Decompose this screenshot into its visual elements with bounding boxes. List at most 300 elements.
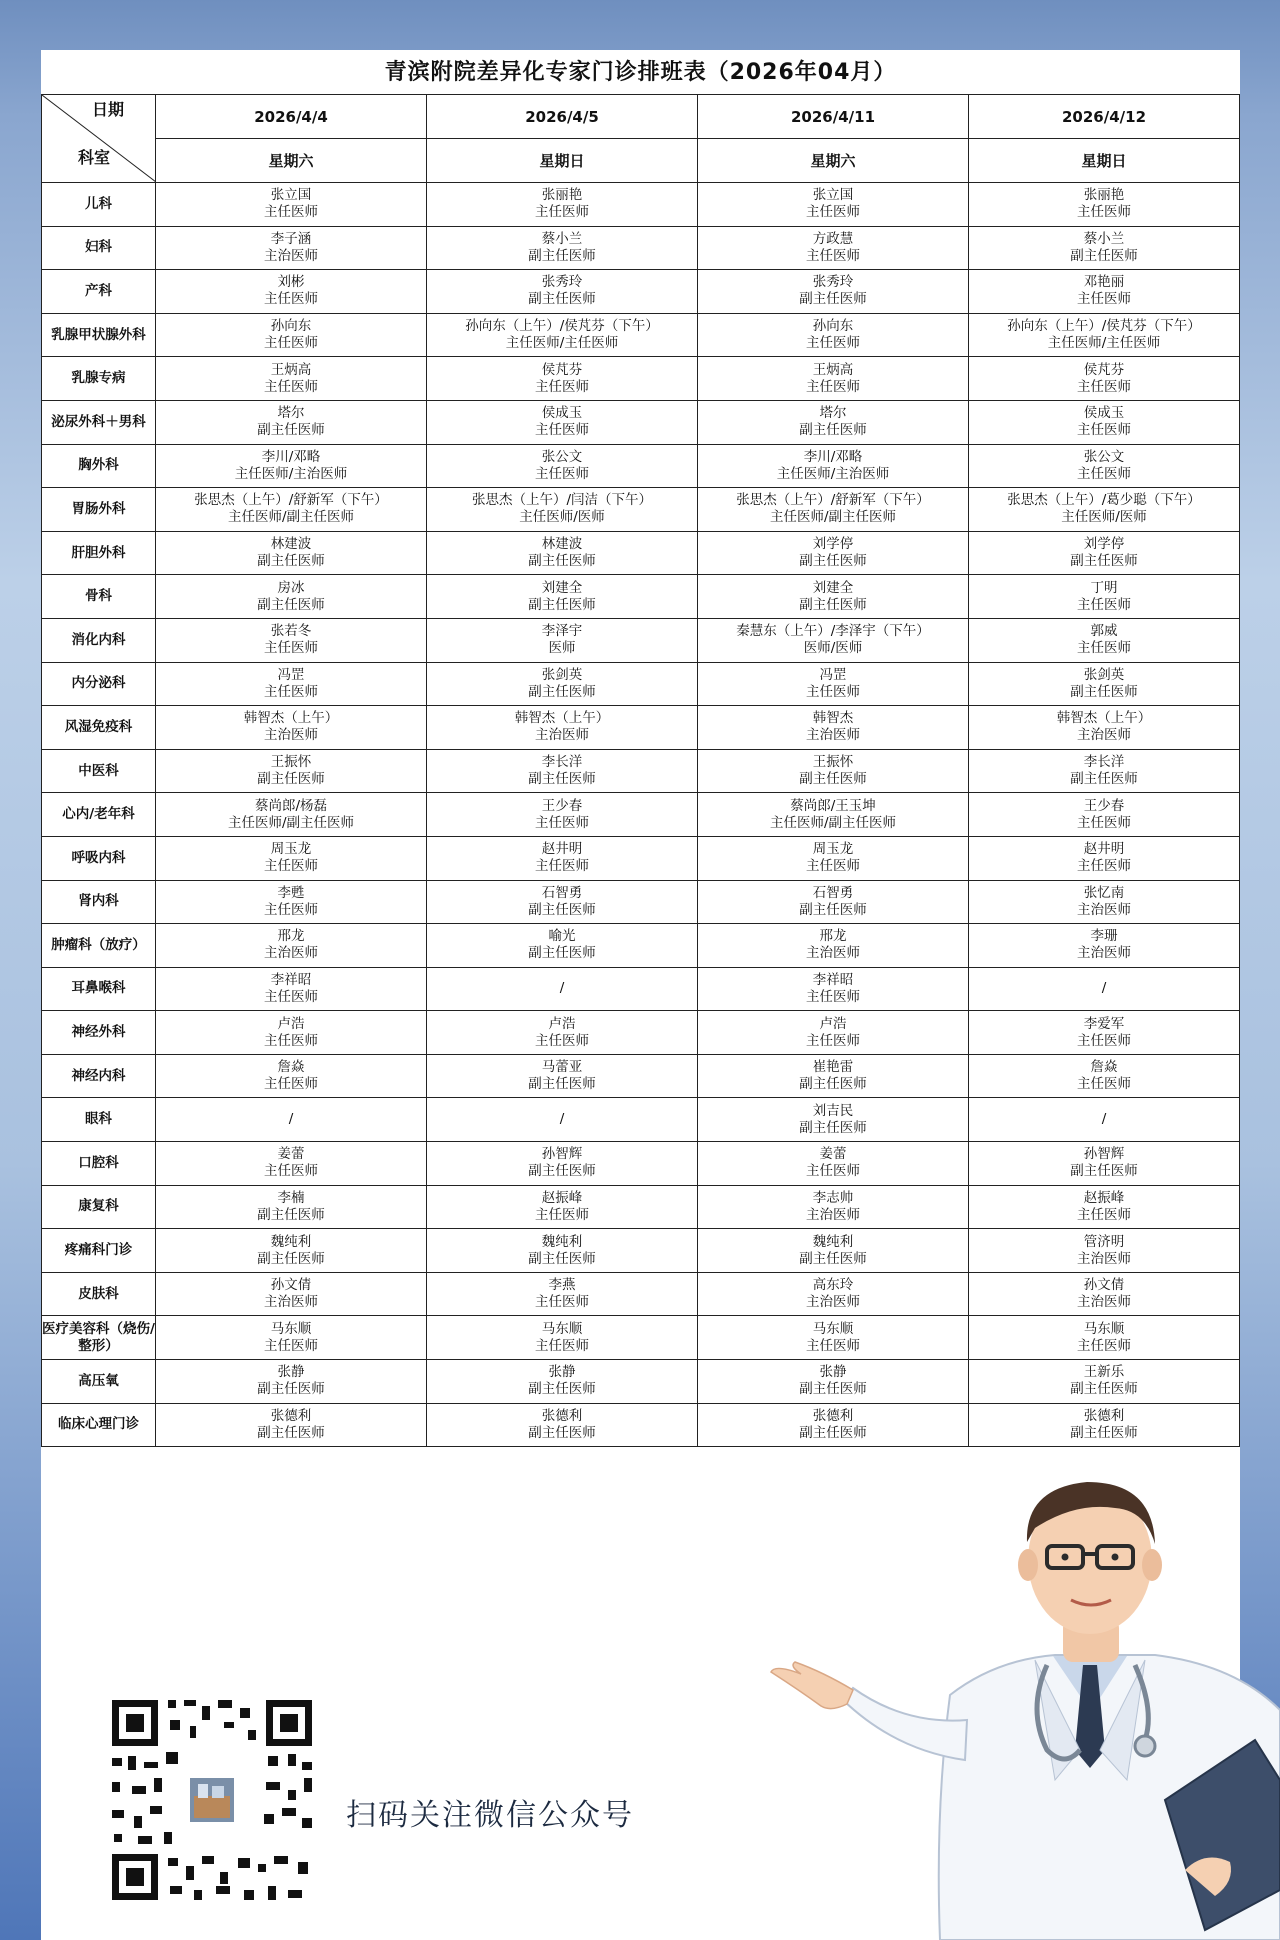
schedule-cell bbox=[427, 1316, 698, 1360]
doctor-title: 主任医师 bbox=[1077, 1206, 1131, 1223]
dept-name: 泌尿外科＋男科 bbox=[42, 400, 156, 444]
schedule-cell bbox=[969, 1403, 1240, 1447]
date-header: 2026/4/12 bbox=[969, 95, 1240, 139]
doctor-title: 主治医师 bbox=[1077, 1250, 1131, 1267]
doctor-title: 主治医师 bbox=[264, 945, 318, 962]
doctor-title: 主任医师/主任医师 bbox=[505, 335, 619, 352]
doctor-name: 蔡尚郎/王玉坤 bbox=[790, 797, 876, 814]
schedule-cell bbox=[698, 400, 969, 444]
schedule-cell bbox=[698, 270, 969, 314]
doctor-name: 王炳高 bbox=[812, 361, 854, 378]
dept-name: 乳腺甲状腺外科 bbox=[42, 313, 156, 357]
doctor-name: 周玉龙 bbox=[812, 841, 854, 858]
doctor-name: 刘吉民 bbox=[812, 1102, 854, 1119]
table-row bbox=[42, 313, 1240, 357]
doctor-title: 副主任医师 bbox=[799, 596, 867, 613]
schedule-cell bbox=[698, 1360, 969, 1404]
weekday-header: 星期六 bbox=[698, 139, 969, 183]
schedule-cell bbox=[156, 967, 427, 1011]
schedule-cell bbox=[698, 444, 969, 488]
schedule-cell bbox=[156, 1360, 427, 1404]
doctor-title: 主任医师 bbox=[1077, 465, 1131, 482]
schedule-cell bbox=[156, 793, 427, 837]
doctor-title: 主任医师 bbox=[806, 335, 860, 352]
doctor-title: 主任医师 bbox=[535, 204, 589, 221]
doctor-name: 刘建全 bbox=[812, 579, 854, 596]
schedule-cell bbox=[427, 400, 698, 444]
doctor-title: 主任医师/主治医师 bbox=[234, 465, 348, 482]
doctor-title: 主任医师 bbox=[806, 1032, 860, 1049]
doctor-title: 副主任医师 bbox=[528, 291, 596, 308]
doctor-name: 孙文倩 bbox=[1083, 1277, 1125, 1294]
schedule-cell bbox=[156, 1098, 427, 1142]
table-row bbox=[42, 531, 1240, 575]
schedule-cell bbox=[427, 1098, 698, 1142]
schedule-cell bbox=[969, 1185, 1240, 1229]
schedule-cell bbox=[427, 575, 698, 619]
doctor-illustration bbox=[735, 1450, 1280, 1940]
corner-dept-label: 科室 bbox=[78, 148, 111, 167]
qr-code[interactable] bbox=[98, 1686, 326, 1914]
table-row bbox=[42, 1011, 1240, 1055]
schedule-cell bbox=[969, 531, 1240, 575]
doctor-title: 副主任医师 bbox=[528, 901, 596, 918]
schedule-cell bbox=[156, 618, 427, 662]
doctor-name: 王新乐 bbox=[1083, 1364, 1125, 1381]
doctor-name: 李川/邓略 bbox=[261, 448, 321, 465]
dept-name: 乳腺专病 bbox=[42, 357, 156, 401]
doctor-name: / bbox=[1101, 980, 1107, 997]
doctor-name: 孙智辉 bbox=[1083, 1146, 1125, 1163]
schedule-cell bbox=[969, 400, 1240, 444]
schedule-cell bbox=[698, 706, 969, 750]
doctor-name: 侯成玉 bbox=[541, 405, 583, 422]
doctor-name: 侯芃芬 bbox=[541, 361, 583, 378]
schedule-cell bbox=[698, 531, 969, 575]
doctor-name: 刘学停 bbox=[812, 536, 854, 553]
doctor-name: 张立国 bbox=[270, 187, 312, 204]
doctor-title: 主任医师 bbox=[806, 204, 860, 221]
doctor-name: 邢龙 bbox=[819, 928, 847, 945]
doctor-name: 李祥昭 bbox=[812, 971, 854, 988]
doctor-name: 赵振峰 bbox=[541, 1189, 583, 1206]
doctor-name: 孙向东（上午）/侯芃芬（下午） bbox=[1007, 318, 1201, 335]
doctor-name: 孙智辉 bbox=[541, 1146, 583, 1163]
schedule-cell bbox=[156, 488, 427, 532]
doctor-title: 主任医师 bbox=[264, 683, 318, 700]
doctor-name: 马蕾亚 bbox=[541, 1059, 583, 1076]
doctor-title: 主任医师 bbox=[806, 378, 860, 395]
doctor-title: 副主任医师 bbox=[799, 422, 867, 439]
doctor-title: 副主任医师 bbox=[257, 1381, 325, 1398]
doctor-title: 主任医师 bbox=[264, 988, 318, 1005]
schedule-cell bbox=[698, 575, 969, 619]
schedule-cell bbox=[156, 1316, 427, 1360]
schedule-cell bbox=[969, 1229, 1240, 1273]
schedule-cell bbox=[427, 1054, 698, 1098]
dept-name: 口腔科 bbox=[42, 1142, 156, 1186]
doctor-title: 主任医师 bbox=[264, 858, 318, 875]
doctor-title: 主任医师/医师 bbox=[1061, 509, 1147, 526]
table-row bbox=[42, 575, 1240, 619]
doctor-name: 房冰 bbox=[277, 579, 305, 596]
schedule-cell bbox=[156, 1011, 427, 1055]
doctor-title: 主任医师 bbox=[264, 1076, 318, 1093]
doctor-name: 张静 bbox=[548, 1364, 576, 1381]
doctor-name: 魏纯利 bbox=[812, 1233, 854, 1250]
doctor-title: 主任医师 bbox=[806, 683, 860, 700]
table-row bbox=[42, 488, 1240, 532]
doctor-title: 主治医师 bbox=[1077, 1294, 1131, 1311]
table-row bbox=[42, 226, 1240, 270]
doctor-name: 李志帅 bbox=[812, 1189, 854, 1206]
doctor-name: 高东玲 bbox=[812, 1277, 854, 1294]
schedule-cell bbox=[698, 793, 969, 837]
doctor-name: 张剑英 bbox=[541, 666, 583, 683]
schedule-cell bbox=[156, 749, 427, 793]
doctor-title: 主任医师 bbox=[535, 465, 589, 482]
dept-name: 肾内科 bbox=[42, 880, 156, 924]
doctor-title: 副主任医师 bbox=[528, 1163, 596, 1180]
doctor-title: 副主任医师 bbox=[1070, 1381, 1138, 1398]
doctor-name: 邓艳丽 bbox=[1083, 274, 1125, 291]
doctor-title: 副主任医师 bbox=[1070, 553, 1138, 570]
schedule-cell bbox=[156, 270, 427, 314]
schedule-cell bbox=[969, 226, 1240, 270]
schedule-cell bbox=[156, 357, 427, 401]
doctor-name: 张静 bbox=[277, 1364, 305, 1381]
schedule-cell bbox=[698, 226, 969, 270]
schedule-cell bbox=[427, 531, 698, 575]
doctor-name: 张思杰（上午）/舒新军（下午） bbox=[194, 492, 388, 509]
doctor-name: 张思杰（上午）/舒新军（下午） bbox=[736, 492, 930, 509]
doctor-title: 医师/医师 bbox=[803, 640, 863, 657]
schedule-cell bbox=[969, 183, 1240, 227]
doctor-name: 周玉龙 bbox=[270, 841, 312, 858]
doctor-title: 主任医师 bbox=[535, 814, 589, 831]
schedule-cell bbox=[427, 1403, 698, 1447]
doctor-name: 詹焱 bbox=[1090, 1059, 1118, 1076]
schedule-cell bbox=[427, 1272, 698, 1316]
doctor-title: 副主任医师 bbox=[257, 1250, 325, 1267]
doctor-title: 副主任医师 bbox=[257, 422, 325, 439]
doctor-name: 张若冬 bbox=[270, 623, 312, 640]
doctor-title: 主治医师 bbox=[806, 727, 860, 744]
schedule-cell bbox=[427, 270, 698, 314]
doctor-title: 主任医师 bbox=[264, 335, 318, 352]
doctor-name: 姜蕾 bbox=[277, 1146, 305, 1163]
doctor-name: 张德利 bbox=[812, 1407, 854, 1424]
doctor-name: 冯罡 bbox=[277, 666, 305, 683]
schedule-cell bbox=[156, 1229, 427, 1273]
doctor-title: 主任医师 bbox=[806, 988, 860, 1005]
doctor-title: 医师 bbox=[548, 640, 576, 657]
doctor-title: 主治医师 bbox=[1077, 727, 1131, 744]
table-row bbox=[42, 1054, 1240, 1098]
doctor-name: 塔尔 bbox=[819, 405, 847, 422]
schedule-cell bbox=[427, 1360, 698, 1404]
doctor-title: 副主任医师 bbox=[528, 771, 596, 788]
doctor-title: 主任医师 bbox=[535, 1337, 589, 1354]
schedule-cell bbox=[156, 575, 427, 619]
doctor-title: 副主任医师 bbox=[799, 1381, 867, 1398]
doctor-name: 王振怀 bbox=[270, 754, 312, 771]
doctor-name: 韩智杰（上午） bbox=[243, 710, 339, 727]
doctor-title: 副主任医师 bbox=[257, 596, 325, 613]
doctor-title: 副主任医师 bbox=[799, 1076, 867, 1093]
table-row bbox=[42, 1403, 1240, 1447]
doctor-title: 主任医师 bbox=[264, 1337, 318, 1354]
doctor-title: 副主任医师 bbox=[528, 945, 596, 962]
doctor-name: 蔡小兰 bbox=[541, 230, 583, 247]
doctor-name: 张公文 bbox=[1083, 448, 1125, 465]
doctor-name: 方政慧 bbox=[812, 230, 854, 247]
doctor-title: 主任医师/主治医师 bbox=[776, 465, 890, 482]
table-row bbox=[42, 357, 1240, 401]
doctor-name: 赵井明 bbox=[541, 841, 583, 858]
schedule-cell bbox=[156, 444, 427, 488]
table-row bbox=[42, 618, 1240, 662]
table-row bbox=[42, 1316, 1240, 1360]
doctor-title: 主治医师 bbox=[264, 727, 318, 744]
doctor-name: 魏纯利 bbox=[270, 1233, 312, 1250]
schedule-cell bbox=[698, 618, 969, 662]
doctor-name: 李长洋 bbox=[1083, 754, 1125, 771]
schedule-cell bbox=[969, 836, 1240, 880]
schedule-cell bbox=[698, 488, 969, 532]
doctor-name: 张公文 bbox=[541, 448, 583, 465]
doctor-title: 主治医师 bbox=[806, 945, 860, 962]
schedule-cell bbox=[156, 836, 427, 880]
schedule-cell bbox=[698, 183, 969, 227]
schedule-cell bbox=[969, 444, 1240, 488]
doctor-title: 副主任医师 bbox=[528, 1076, 596, 1093]
table-row bbox=[42, 1272, 1240, 1316]
doctor-name: 侯成玉 bbox=[1083, 405, 1125, 422]
doctor-name: 詹焱 bbox=[277, 1059, 305, 1076]
dept-name: 消化内科 bbox=[42, 618, 156, 662]
doctor-name: 马东顺 bbox=[1083, 1320, 1125, 1337]
doctor-name: 丁明 bbox=[1090, 579, 1118, 596]
doctor-title: 主任医师 bbox=[1077, 204, 1131, 221]
doctor-title: 主任医师 bbox=[806, 1163, 860, 1180]
doctor-name: 刘建全 bbox=[541, 579, 583, 596]
doctor-name: 王少春 bbox=[541, 797, 583, 814]
doctor-title: 副主任医师 bbox=[799, 1424, 867, 1441]
schedule-cell bbox=[698, 924, 969, 968]
dept-name: 儿科 bbox=[42, 183, 156, 227]
schedule-cell bbox=[698, 1142, 969, 1186]
schedule-cell bbox=[698, 1011, 969, 1055]
dept-name: 肝胆外科 bbox=[42, 531, 156, 575]
schedule-cell bbox=[427, 618, 698, 662]
schedule-cell bbox=[156, 183, 427, 227]
schedule-cell bbox=[156, 924, 427, 968]
doctor-name: 李祥昭 bbox=[270, 971, 312, 988]
doctor-name: 蔡小兰 bbox=[1083, 230, 1125, 247]
doctor-name: 刘学停 bbox=[1083, 536, 1125, 553]
dept-name: 皮肤科 bbox=[42, 1272, 156, 1316]
doctor-title: 副主任医师 bbox=[1070, 683, 1138, 700]
doctor-title: 主任医师 bbox=[1077, 596, 1131, 613]
doctor-title: 副主任医师 bbox=[799, 1119, 867, 1136]
doctor-name: 塔尔 bbox=[277, 405, 305, 422]
schedule-cell bbox=[969, 1316, 1240, 1360]
doctor-title: 主任医师 bbox=[1077, 1076, 1131, 1093]
doctor-name: 马东顺 bbox=[541, 1320, 583, 1337]
doctor-title: 主任医师/副主任医师 bbox=[769, 814, 897, 831]
doctor-title: 副主任医师 bbox=[1070, 771, 1138, 788]
table-row bbox=[42, 967, 1240, 1011]
doctor-title: 主任医师 bbox=[535, 378, 589, 395]
schedule-cell bbox=[969, 924, 1240, 968]
dept-name: 耳鼻喉科 bbox=[42, 967, 156, 1011]
corner-date-label: 日期 bbox=[92, 100, 125, 119]
table-row bbox=[42, 270, 1240, 314]
doctor-title: 副主任医师 bbox=[528, 1250, 596, 1267]
weekday-header: 星期日 bbox=[427, 139, 698, 183]
doctor-name: 张丽艳 bbox=[541, 187, 583, 204]
doctor-name: 张思杰（上午）/闫洁（下午） bbox=[471, 492, 653, 509]
doctor-name: 张静 bbox=[819, 1364, 847, 1381]
table-row bbox=[42, 400, 1240, 444]
doctor-title: 主任医师 bbox=[264, 378, 318, 395]
doctor-title: 主任医师/副主任医师 bbox=[227, 814, 355, 831]
schedule-cell bbox=[698, 1185, 969, 1229]
doctor-name: 王少春 bbox=[1083, 797, 1125, 814]
dept-name: 神经内科 bbox=[42, 1054, 156, 1098]
schedule-cell bbox=[969, 1360, 1240, 1404]
schedule-cell bbox=[969, 313, 1240, 357]
doctor-name: 姜蕾 bbox=[819, 1146, 847, 1163]
doctor-name: 卢浩 bbox=[819, 1015, 847, 1032]
schedule-cell bbox=[698, 836, 969, 880]
doctor-title: 主任医师 bbox=[806, 247, 860, 264]
schedule-cell bbox=[969, 662, 1240, 706]
doctor-name: 张忆南 bbox=[1083, 884, 1125, 901]
doctor-name: 李爱军 bbox=[1083, 1015, 1125, 1032]
schedule-cell bbox=[969, 1142, 1240, 1186]
dept-name: 眼科 bbox=[42, 1098, 156, 1142]
qr-code-graphic bbox=[98, 1686, 326, 1914]
schedule-cell bbox=[969, 618, 1240, 662]
doctor-name: 冯罡 bbox=[819, 666, 847, 683]
doctor-name: 张剑英 bbox=[1083, 666, 1125, 683]
dept-name: 医疗美容科（烧伤/整形） bbox=[42, 1316, 156, 1360]
doctor-title: 副主任医师 bbox=[799, 291, 867, 308]
schedule-cell bbox=[156, 313, 427, 357]
schedule-cell bbox=[698, 880, 969, 924]
schedule-cell bbox=[969, 1272, 1240, 1316]
schedule-cell bbox=[156, 706, 427, 750]
doctor-title: 副主任医师 bbox=[528, 683, 596, 700]
table-row bbox=[42, 1360, 1240, 1404]
doctor-name: 刘彬 bbox=[277, 274, 305, 291]
table-row bbox=[42, 662, 1240, 706]
schedule-cell bbox=[427, 706, 698, 750]
doctor-title: 主任医师 bbox=[806, 1337, 860, 1354]
doctor-title: 副主任医师 bbox=[528, 553, 596, 570]
doctor-title: 主任医师 bbox=[264, 640, 318, 657]
dept-name: 胸外科 bbox=[42, 444, 156, 488]
doctor-title: 主任医师 bbox=[1077, 814, 1131, 831]
schedule-cell bbox=[698, 1272, 969, 1316]
dept-name: 胃肠外科 bbox=[42, 488, 156, 532]
header-row-weekdays bbox=[42, 139, 1240, 183]
page-title: 青滨附院差异化专家门诊排班表（2026年04月） bbox=[384, 60, 897, 85]
schedule-cell bbox=[156, 226, 427, 270]
dept-name: 疼痛科门诊 bbox=[42, 1229, 156, 1273]
schedule-cell bbox=[969, 488, 1240, 532]
doctor-name: 张思杰（上午）/葛少聪（下午） bbox=[1007, 492, 1201, 509]
schedule-cell bbox=[698, 1403, 969, 1447]
doctor-title: 主治医师 bbox=[806, 1294, 860, 1311]
dept-name: 骨科 bbox=[42, 575, 156, 619]
schedule-cell bbox=[427, 967, 698, 1011]
doctor-title: 主治医师 bbox=[1077, 901, 1131, 918]
doctor-name: 卢浩 bbox=[548, 1015, 576, 1032]
dept-name: 呼吸内科 bbox=[42, 836, 156, 880]
doctor-title: 主任医师 bbox=[535, 422, 589, 439]
schedule-cell bbox=[427, 488, 698, 532]
schedule-cell bbox=[969, 749, 1240, 793]
doctor-title: 副主任医师 bbox=[528, 247, 596, 264]
schedule-cell bbox=[156, 1403, 427, 1447]
doctor-title: 主治医师 bbox=[535, 727, 589, 744]
schedule-cell bbox=[427, 793, 698, 837]
doctor-title: 主任医师/医师 bbox=[519, 509, 605, 526]
doctor-name: 张丽艳 bbox=[1083, 187, 1125, 204]
dept-name: 产科 bbox=[42, 270, 156, 314]
doctor-name: 喻光 bbox=[548, 928, 576, 945]
doctor-title: 主任医师 bbox=[1077, 422, 1131, 439]
doctor-name: 李燕 bbox=[548, 1277, 576, 1294]
doctor-name: 张秀玲 bbox=[541, 274, 583, 291]
doctor-name: 李川/邓略 bbox=[803, 448, 863, 465]
schedule-cell bbox=[156, 1054, 427, 1098]
schedule-cell bbox=[969, 1054, 1240, 1098]
doctor-title: 副主任医师 bbox=[1070, 1424, 1138, 1441]
doctor-title: 副主任医师 bbox=[528, 596, 596, 613]
schedule-cell bbox=[698, 357, 969, 401]
doctor-name: 石智勇 bbox=[812, 884, 854, 901]
doctor-title: 副主任医师 bbox=[257, 1206, 325, 1223]
table-row bbox=[42, 444, 1240, 488]
doctor-name: 林建波 bbox=[541, 536, 583, 553]
doctor-name: 张德利 bbox=[541, 1407, 583, 1424]
schedule-cell bbox=[698, 1098, 969, 1142]
doctor-name: / bbox=[288, 1111, 294, 1128]
doctor-title: 主治医师 bbox=[1077, 945, 1131, 962]
doctor-title: 主任医师 bbox=[1077, 1337, 1131, 1354]
doctor-name: 石智勇 bbox=[541, 884, 583, 901]
schedule-cell bbox=[698, 1316, 969, 1360]
schedule-cell bbox=[427, 749, 698, 793]
doctor-title: 主任医师 bbox=[1077, 858, 1131, 875]
doctor-title: 主任医师 bbox=[1077, 378, 1131, 395]
dept-name: 神经外科 bbox=[42, 1011, 156, 1055]
doctor-title: 主任医师 bbox=[1077, 1032, 1131, 1049]
table-row bbox=[42, 836, 1240, 880]
schedule-cell bbox=[427, 357, 698, 401]
table-row bbox=[42, 1142, 1240, 1186]
doctor-name: 孙文倩 bbox=[270, 1277, 312, 1294]
dept-name: 肿瘤科（放疗） bbox=[42, 924, 156, 968]
schedule-cell bbox=[156, 1272, 427, 1316]
doctor-name: 秦慧东（上午）/李泽宇（下午） bbox=[736, 623, 930, 640]
schedule-cell bbox=[427, 226, 698, 270]
doctor-title: 主治医师 bbox=[806, 1206, 860, 1223]
